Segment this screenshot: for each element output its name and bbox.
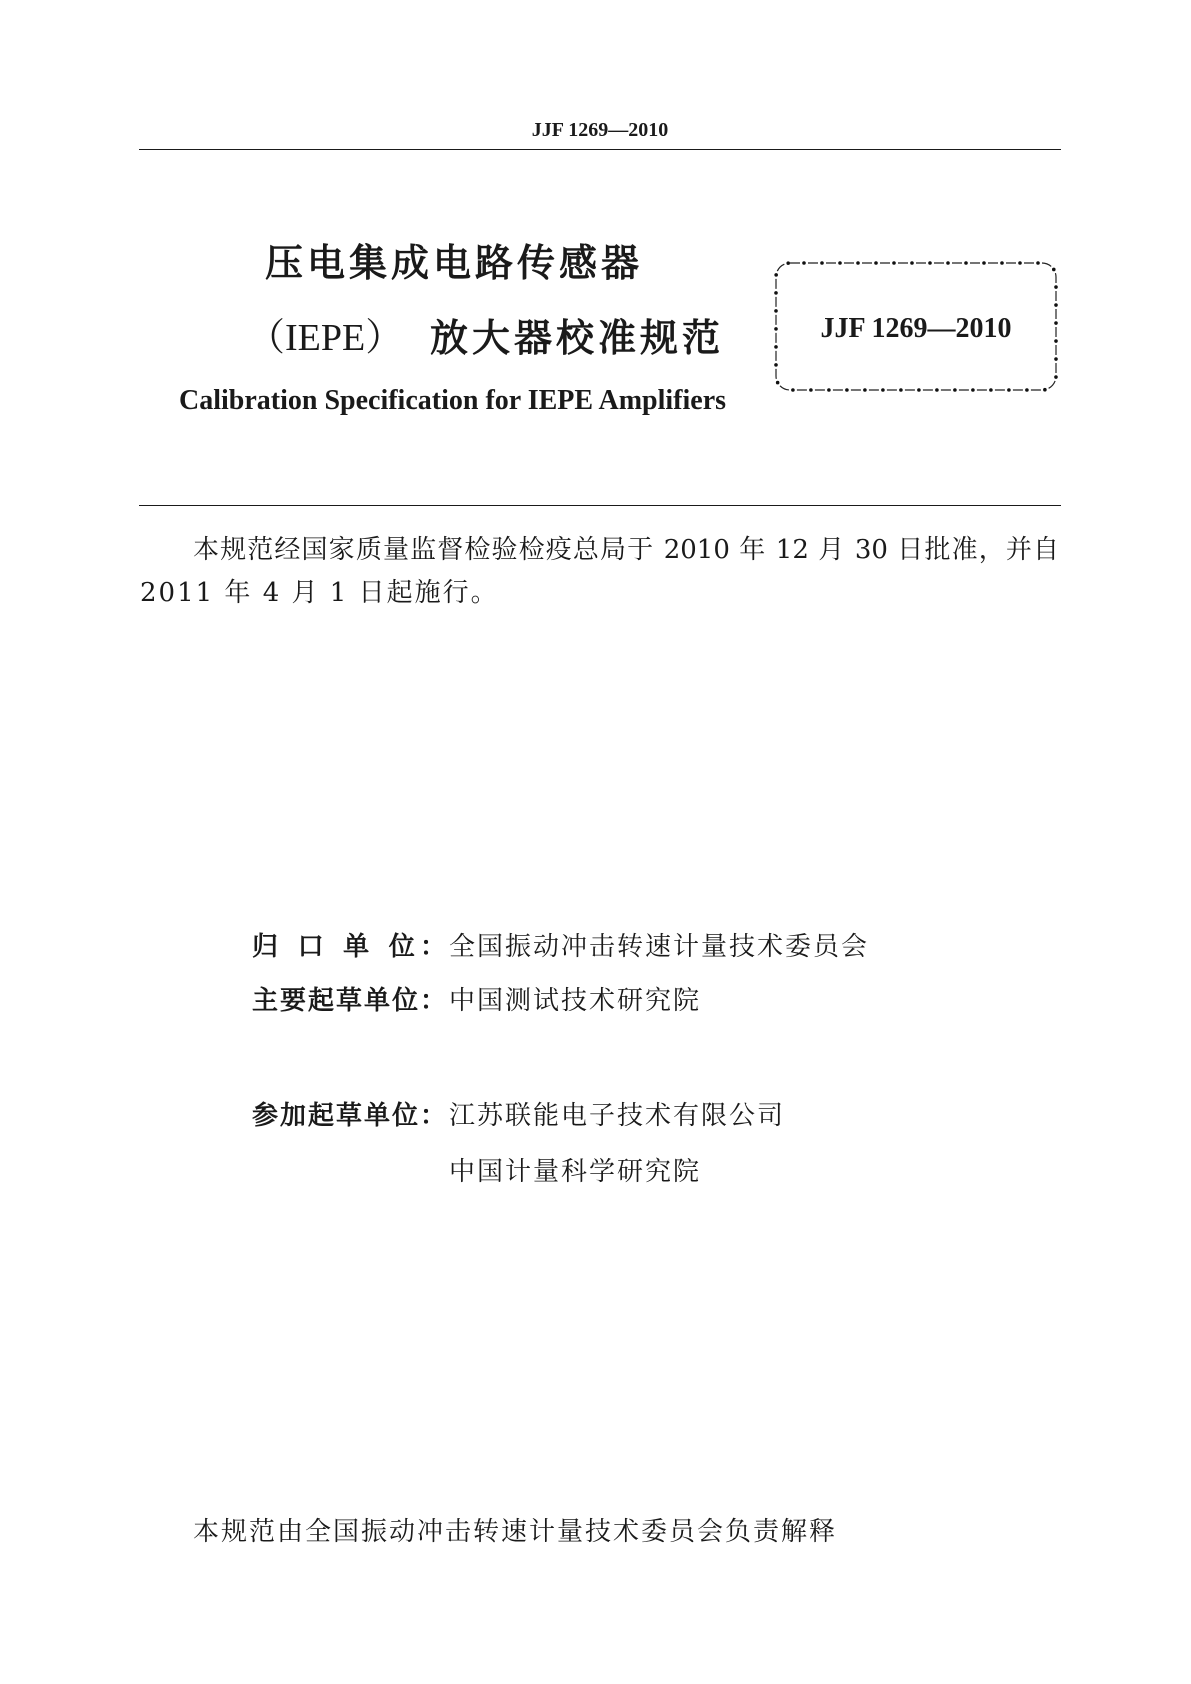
main-drafter-value: 中国测试技术研究院	[449, 986, 702, 1016]
title-chinese-line1: 压电集成电路传感器	[265, 241, 644, 285]
interpretation-note: 本规范由全国振动冲击转速计量技术委员会负责解释	[193, 1517, 838, 1547]
title-chinese-line2: 放大器校准规范	[430, 316, 725, 360]
main-drafter-label: 主要起草单位：	[252, 986, 446, 1016]
participating-drafter-value-1: 江苏联能电子技术有限公司	[449, 1101, 786, 1131]
approval-text-line2: 2011 年 4 月 1 日起施行。	[140, 578, 499, 608]
title-chinese-abbreviation: （IEPE）	[247, 317, 404, 359]
responsible-unit-value: 全国振动冲击转速计量技术委员会	[449, 932, 870, 962]
title-english: Calibration Specification for IEPE Amplifiers	[179, 385, 727, 416]
title-rule	[139, 505, 1061, 506]
running-header-code: JJF 1269—2010	[531, 119, 669, 141]
header-rule	[139, 149, 1061, 150]
participating-drafter-label: 参加起草单位：	[252, 1101, 446, 1131]
stamp-code: JJF 1269—2010	[820, 313, 1012, 344]
responsible-unit-label: 归 口 单 位：	[252, 932, 446, 962]
approval-text-line1: 本规范经国家质量监督检验检疫总局于 2010 年 12 月 30 日批准，并自	[193, 535, 1059, 565]
participating-drafter-value-2: 中国计量科学研究院	[449, 1157, 702, 1187]
